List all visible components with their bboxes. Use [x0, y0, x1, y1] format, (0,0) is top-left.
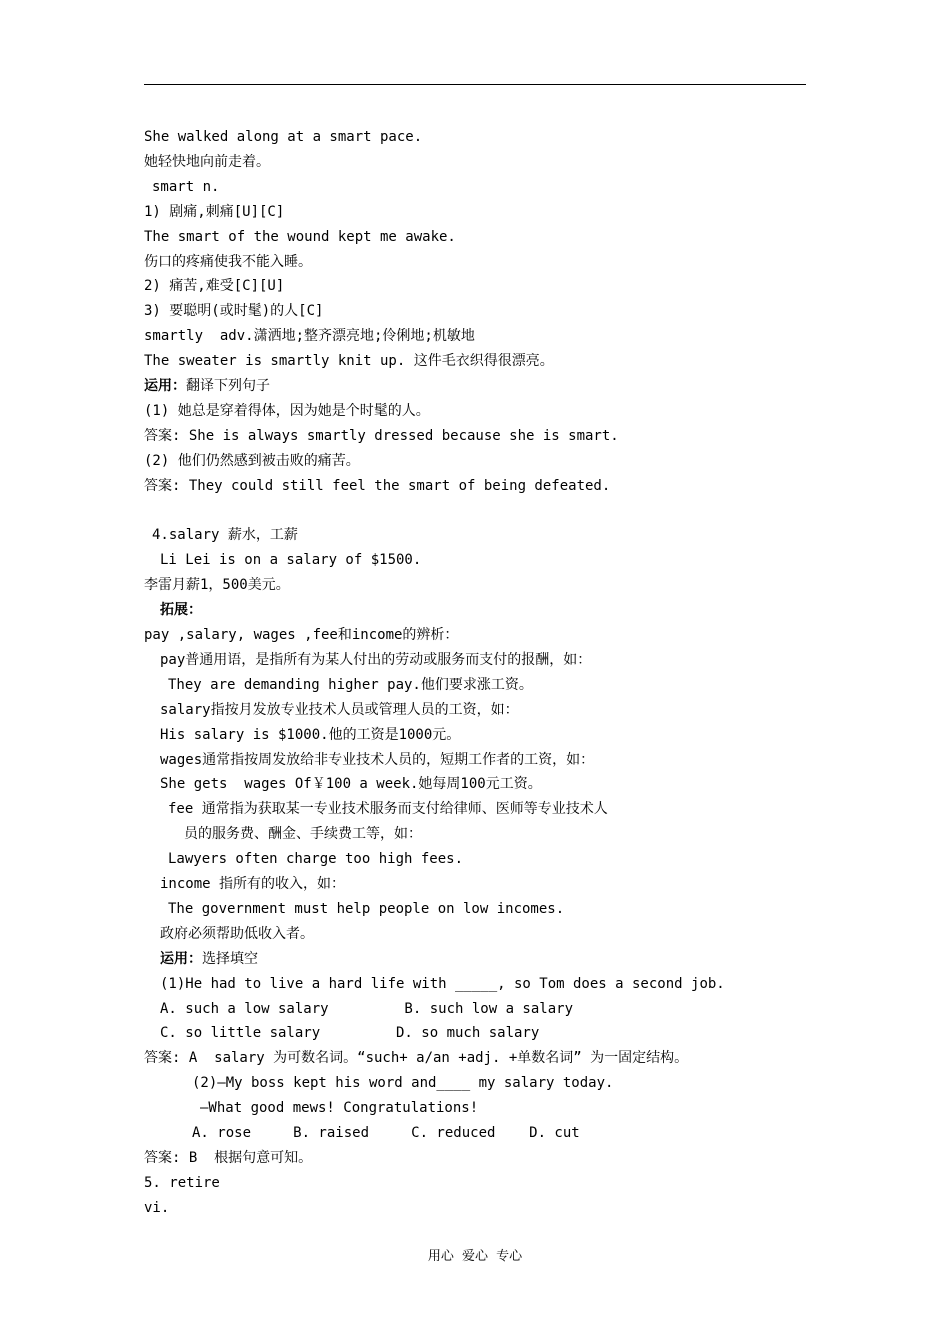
text-line: Li Lei is on a salary of $1500. — [160, 552, 422, 569]
text-line: 答案: A salary 为可数名词。“such+ a/an +adj. +单数名词” 为一固定结构。 — [144, 1050, 689, 1067]
bold-label: 运用： — [144, 378, 186, 394]
text-line: pay ,salary, wages ,fee和income的辨析： — [144, 627, 459, 643]
text-line: A. rose B. raised C. reduced D. cut — [192, 1125, 580, 1141]
text-line: A. such a low salary B. such low a salary — [160, 1000, 574, 1017]
text-line: Lawyers often charge too high fees. — [168, 851, 464, 868]
text-line: 伤口的疼痛使我不能入睡。 — [144, 253, 312, 270]
text-line: 1) 剧痛,刺痛[U][C] — [144, 203, 285, 220]
text-line: His salary is $1000.他的工资是1000元。 — [160, 726, 461, 743]
page-footer: 用心 爱心 专心 — [427, 1249, 523, 1264]
text-line: fee 通常指为获取某一专业技术服务而支付给律师、医师等专业技术人 — [168, 801, 608, 818]
text-line: 答案: She is always smartly dressed because she is smart. — [144, 427, 619, 444]
text-line: vi. — [144, 1199, 170, 1216]
text-line — [160, 600, 202, 620]
text-line: (1) 她总是穿着得体，因为她是个时髦的人。 — [144, 402, 430, 419]
line-text: 选择填空 — [202, 950, 258, 967]
text-line: 2) 痛苦,难受[C][U] — [144, 278, 285, 295]
text-line: 员的服务费、酬金、手续费工等，如： — [184, 826, 422, 843]
bold-label: 拓展： — [160, 602, 202, 619]
text-line: The sweater is smartly knit up. 这件毛衣织得很漂亮。 — [144, 353, 554, 370]
text-line: pay普通用语，是指所有为某人付出的劳动或服务而支付的报酬，如： — [160, 651, 592, 668]
text-line: smartly adv.潇洒地;整齐漂亮地;伶俐地;机敏地 — [144, 328, 475, 345]
text-line: salary指按月发放专业技术人员或管理人员的工资，如： — [160, 701, 519, 718]
text-line: 政府必须帮助低收入者。 — [160, 925, 314, 942]
line-text: 翻译下列句子 — [186, 378, 270, 394]
text-line: She gets wages Of￥100 a week.她每周100元工资。 — [160, 776, 542, 793]
text-line: (1)He had to live a hard life with _____, so Tom does a second job. — [160, 975, 725, 992]
text-line — [144, 376, 270, 396]
text-line: 答案: They could still feel the smart of being defeated. — [144, 477, 611, 494]
text-line: 3) 要聪明(或时髦)的人[C] — [144, 303, 324, 320]
header-rule — [144, 84, 806, 85]
text-line: income 指所有的收入，如： — [160, 876, 346, 892]
text-line: (2)—My boss kept his word and____ my salary today. — [192, 1075, 614, 1092]
text-line: 李雷月薪1，500美元。 — [144, 577, 290, 594]
text-line — [160, 949, 258, 969]
text-line: 答案: B 根据句意可知。 — [144, 1149, 313, 1166]
text-line: 5. retire — [144, 1174, 220, 1191]
text-line: C. so little salary D. so much salary — [160, 1025, 540, 1042]
text-line: wages通常指按周发放给非专业技术人员的，短期工作者的工资，如： — [160, 751, 595, 768]
text-line: She walked along at a smart pace. — [144, 129, 423, 145]
text-line: 4.salary 薪水，工薪 — [152, 527, 298, 544]
text-line: They are demanding higher pay.他们要求涨工资。 — [168, 676, 533, 693]
text-line: —What good mews! Congratulations! — [200, 1100, 479, 1117]
text-line: smart n. — [152, 178, 220, 195]
text-line: 她轻快地向前走着。 — [144, 153, 270, 170]
text-line: (2) 他们仍然感到被击败的痛苦。 — [144, 452, 360, 469]
bold-label: 运用： — [160, 950, 202, 967]
text-line: The government must help people on low incomes. — [168, 900, 565, 917]
text-line: The smart of the wound kept me awake. — [144, 228, 456, 245]
